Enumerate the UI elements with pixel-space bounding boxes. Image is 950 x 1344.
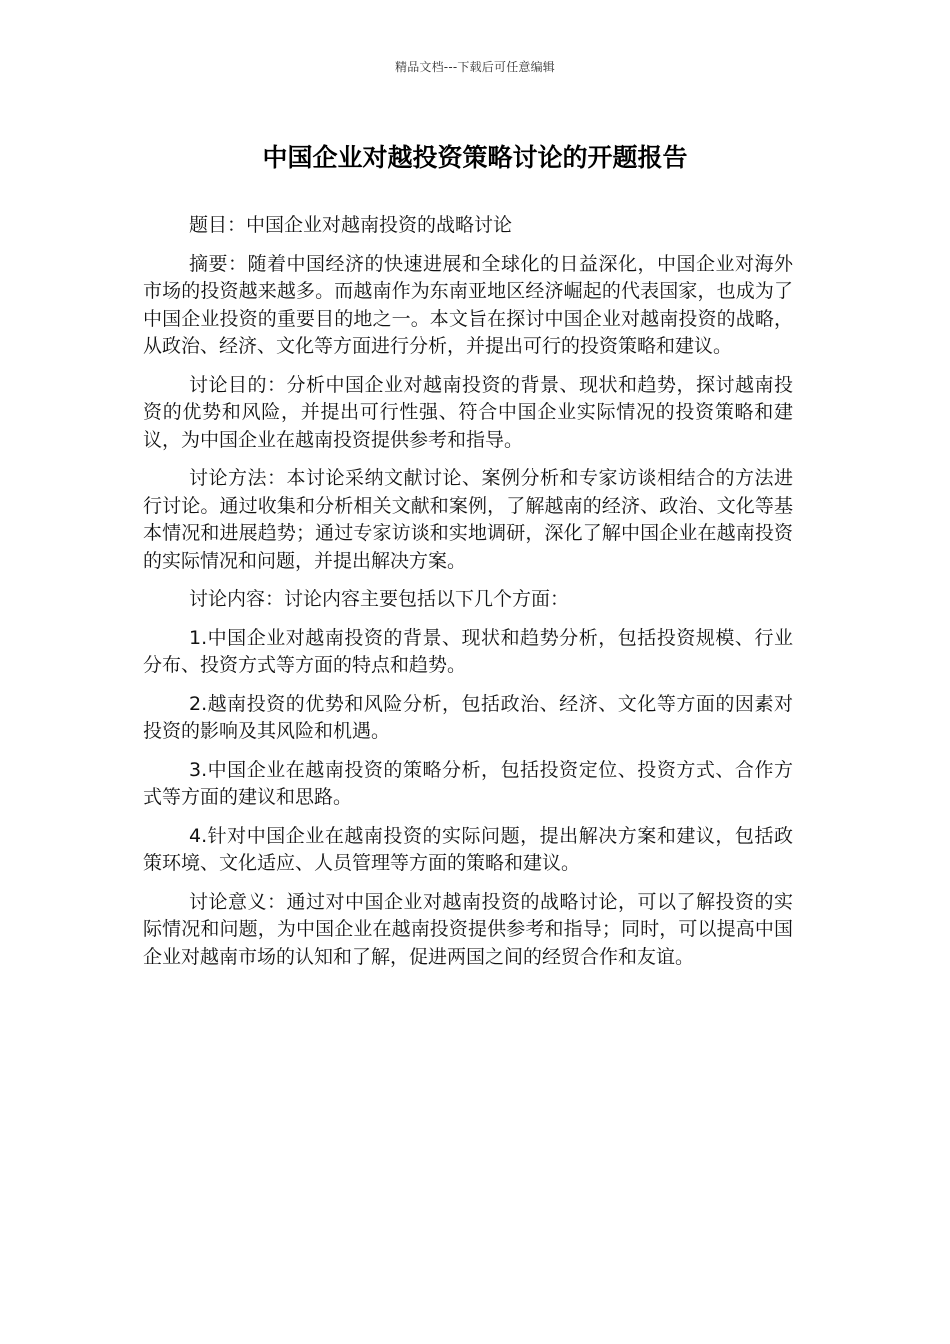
paragraph-significance: 讨论意义：通过对中国企业对越南投资的战略讨论，可以了解投资的实际情况和问题，为中国企业在越南投资提供参考和指导；同时，可以提高中国企业对越南市场的认知和了解，促进两国之间的经贸合作和友谊。 [143,890,793,968]
paragraph-content-item-2: 2.越南投资的优势和风险分析，包括政治、经济、文化等方面的因素对投资的影响及其风险和机遇。 [143,692,793,742]
paragraph-abstract: 摘要：随着中国经济的快速进展和全球化的日益深化，中国企业对海外市场的投资越来越多。而越南作为东南亚地区经济崛起的代表国家，也成为了中国企业投资的重要目的地之一。本文旨在探讨中国企业对越南投资的战略，从政治、经济、文化等方面进行分析，并提出可行的投资策略和建议。 [143,252,793,357]
paragraph-topic: 题目：中国企业对越南投资的战略讨论 [189,214,513,236]
paragraph-content-item-1: 1.中国企业对越南投资的背景、现状和趋势分析，包括投资规模、行业分布、投资方式等方面的特点和趋势。 [143,626,793,676]
paragraph-content-item-3: 3.中国企业在越南投资的策略分析，包括投资定位、投资方式、合作方式等方面的建议和思路。 [143,758,793,808]
document-title: 中国企业对越投资策略讨论的开题报告 [262,143,688,172]
paragraph-content-item-4: 4.针对中国企业在越南投资的实际问题，提出解决方案和建议，包括政策环境、文化适应、人员管理等方面的策略和建议。 [143,824,793,874]
document-body [143,212,793,982]
header-note: 精品文档---下载后可任意编辑 [395,60,555,74]
paragraph-content-intro: 讨论内容：讨论内容主要包括以下几个方面： [189,588,570,610]
paragraph-purpose: 讨论目的：分析中国企业对越南投资的背景、现状和趋势，探讨越南投资的优势和风险，并提出可行性强、符合中国企业实际情况的投资策略和建议，为中国企业在越南投资提供参考和指导。 [143,373,793,451]
paragraph-method: 讨论方法：本讨论采纳文献讨论、案例分析和专家访谈相结合的方法进行讨论。通过收集和分析相关文献和案例，了解越南的经济、政治、文化等基本情况和进展趋势；通过专家访谈和实地调研，深化了解中国企业在越南投资的实际情况和问题，并提出解决方案。 [143,467,793,572]
